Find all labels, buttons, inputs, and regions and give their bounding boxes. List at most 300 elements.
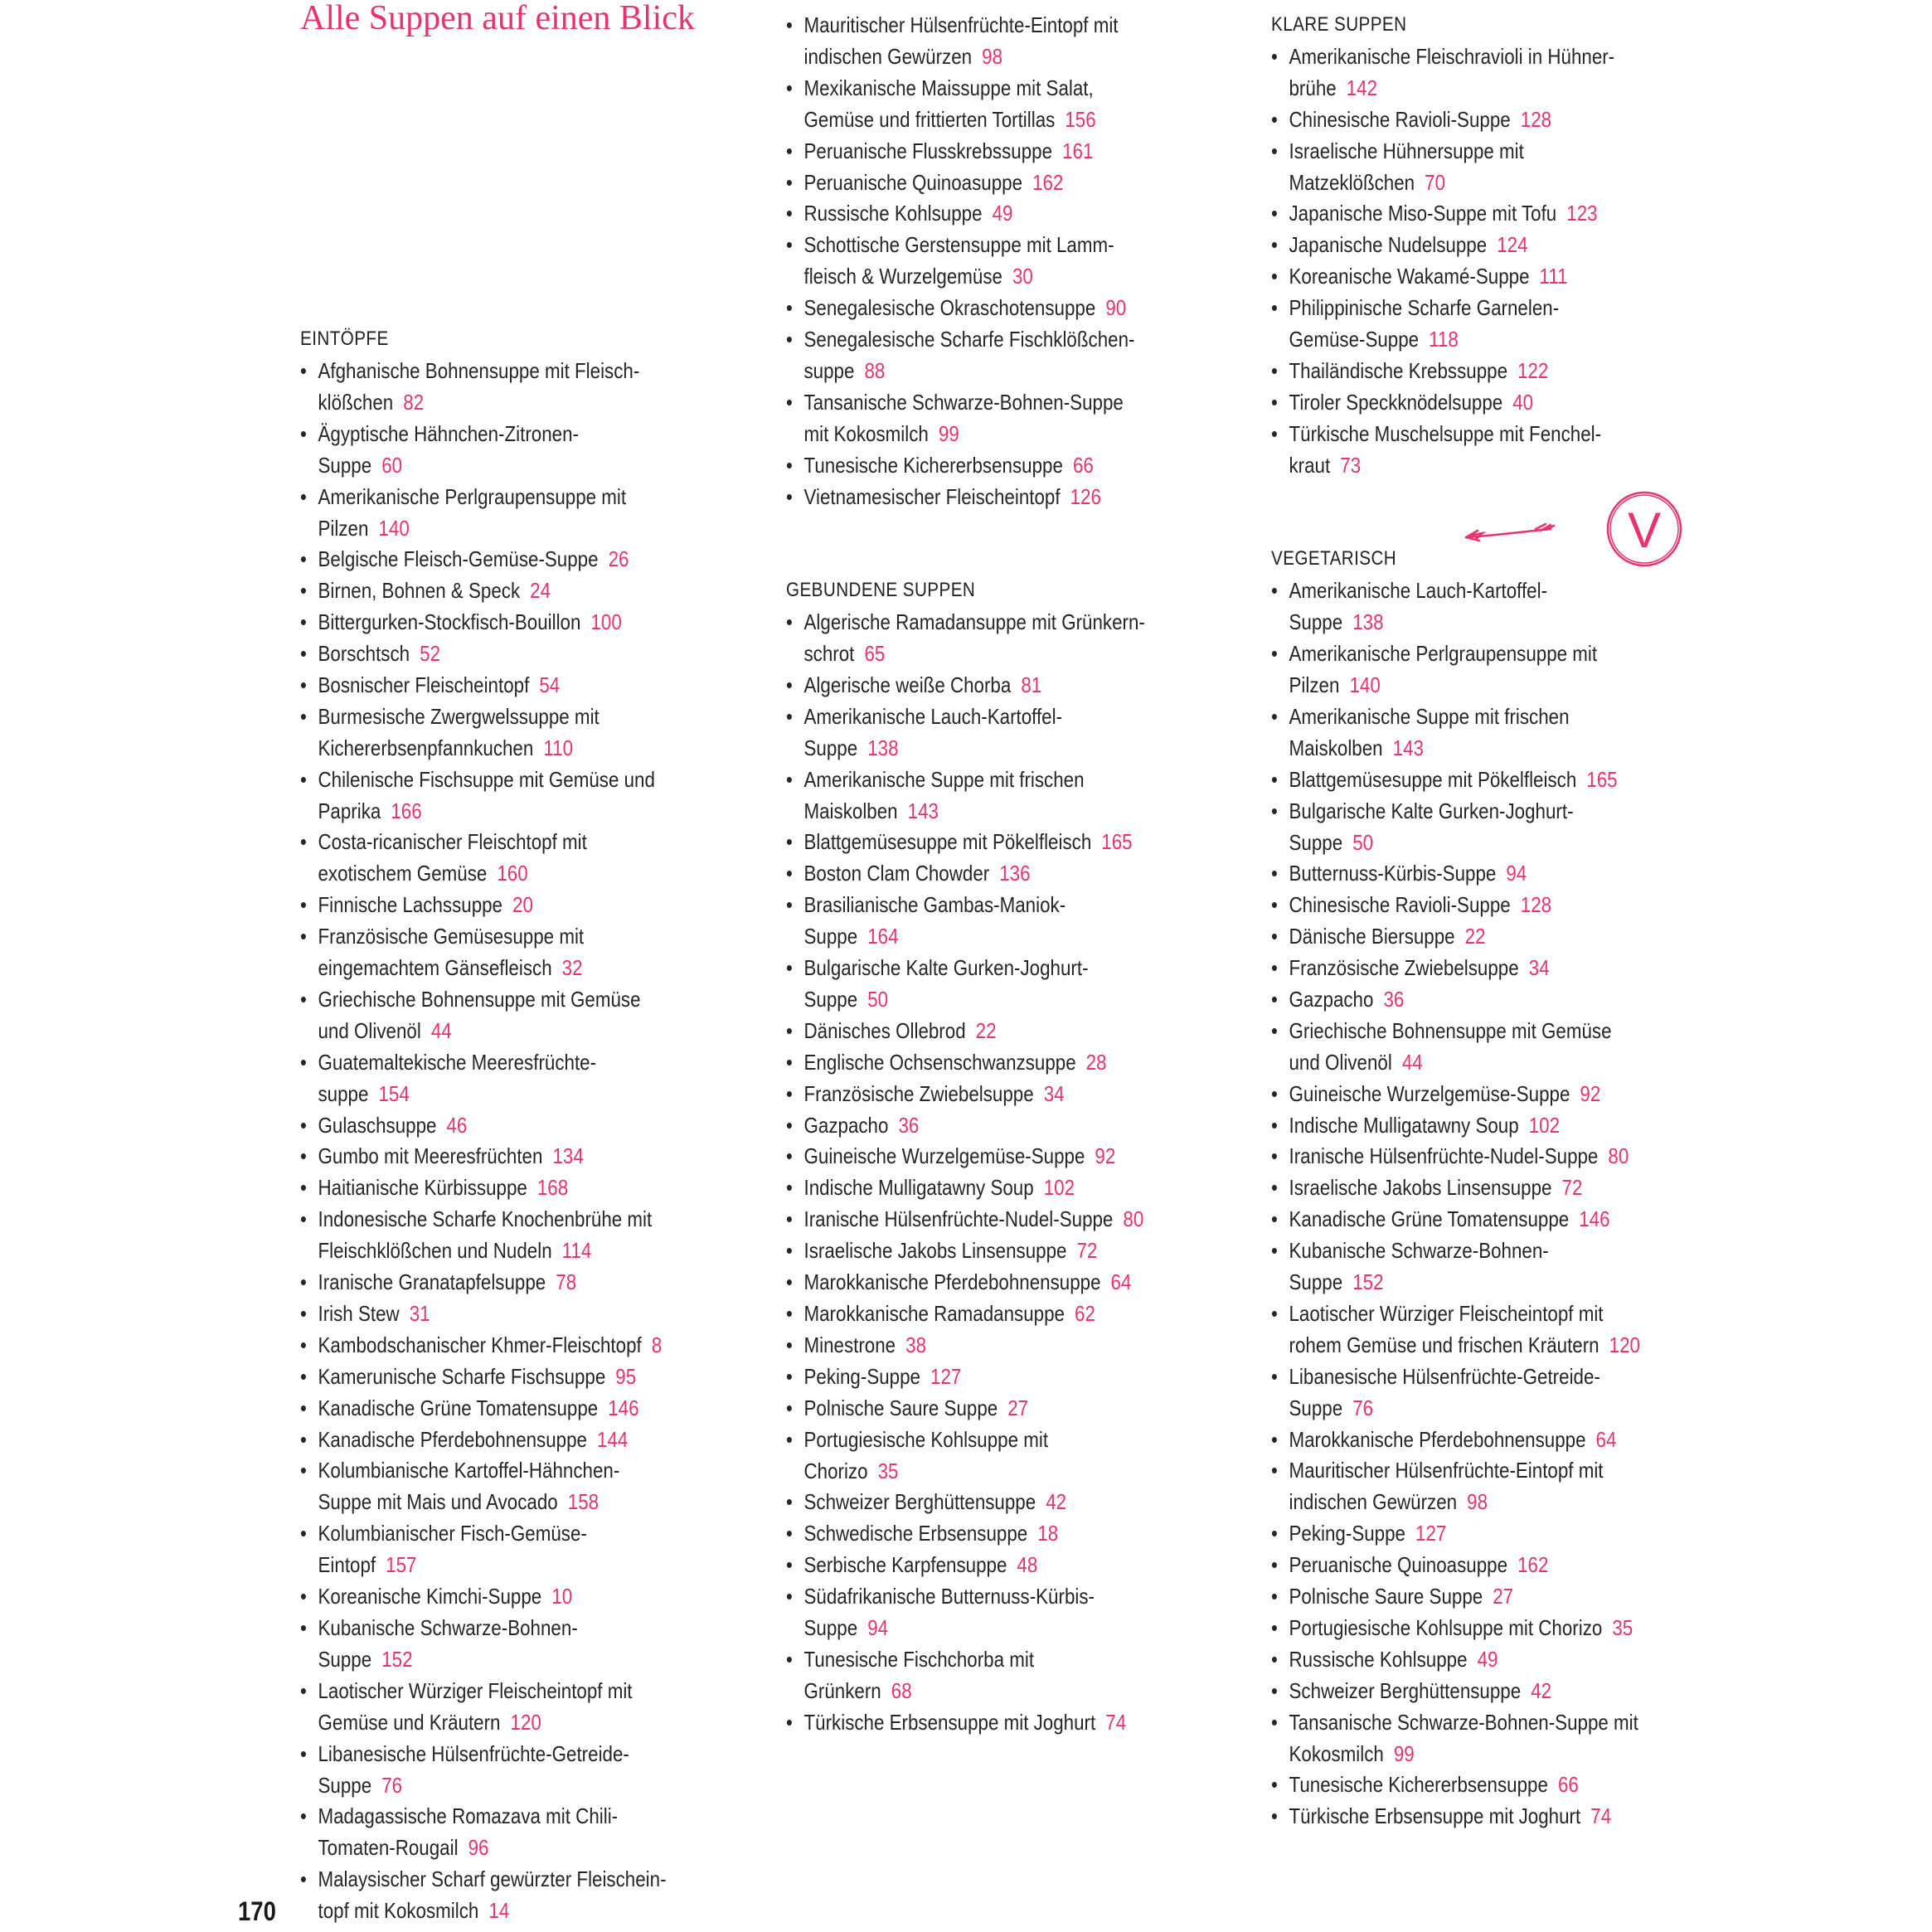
entry-title: Kanadische Grüne Tomatensuppe	[318, 1395, 599, 1420]
bullet-icon: •	[300, 1803, 307, 1829]
page-reference: 27	[1007, 1395, 1029, 1420]
page-reference: 127	[1415, 1521, 1447, 1546]
page-reference: 48	[1017, 1552, 1038, 1578]
bullet-icon: •	[300, 609, 307, 635]
index-entry	[300, 669, 671, 701]
page-reference: 35	[877, 1458, 899, 1483]
entry-title: Peruanische Quinoasuppe	[803, 169, 1023, 195]
entry-title: Marokkanische Pferdebohnensuppe	[803, 1269, 1101, 1294]
bullet-icon: •	[786, 327, 793, 352]
entry-title: Matzeklößchen	[1289, 169, 1415, 195]
entry-title: mit Kokosmilch	[803, 420, 929, 446]
page-reference: 73	[1340, 452, 1362, 478]
page-reference: 70	[1425, 169, 1446, 195]
page-reference: 38	[905, 1332, 927, 1357]
index-entry	[1271, 638, 1671, 701]
entry-title: Suppe	[1289, 829, 1343, 855]
entry-title: Amerikanische Fleischravioli in Hühner-	[1289, 43, 1615, 69]
page-reference: 165	[1101, 829, 1133, 855]
bullet-icon: •	[786, 452, 793, 478]
bullet-icon: •	[300, 1584, 307, 1609]
bullet-icon: •	[1271, 1300, 1278, 1326]
entry-title: Chinesische Ravioli-Suppe	[1289, 106, 1511, 132]
bullet-icon: •	[786, 1017, 793, 1043]
entry-title: Englische Ochsenschwanzsuppe	[803, 1049, 1076, 1075]
index-entry	[786, 857, 1171, 889]
entry-title: Senegalesische Okraschotensuppe	[803, 295, 1096, 321]
index-entry	[1271, 1549, 1671, 1580]
index-entry	[1271, 1078, 1671, 1109]
bullet-icon: •	[786, 232, 793, 258]
page-reference: 126	[1070, 483, 1101, 509]
entry-title: Suppe	[1289, 1395, 1343, 1420]
entry-title: Fleischklößchen und Nudeln	[318, 1238, 552, 1264]
entry-title: Russische Kohlsuppe	[803, 201, 983, 226]
entry-title: Irish Stew	[318, 1300, 400, 1326]
section-heading: EINTÖPFE	[300, 328, 389, 350]
entry-title: Griechische Bohnensuppe mit Gemüse	[1289, 1017, 1612, 1043]
entry-title: Boston Clam Chowder	[803, 861, 990, 886]
entry-title: Suppe	[318, 1646, 372, 1672]
page-reference: 72	[1561, 1175, 1583, 1201]
entry-title: Kichererbsenpfannkuchen	[318, 735, 534, 760]
bullet-icon: •	[786, 1112, 793, 1138]
index-entry	[786, 1235, 1171, 1266]
entry-title: Indische Mulligatawny Soup	[803, 1175, 1034, 1201]
bullet-icon: •	[786, 75, 793, 100]
index-entry	[786, 1266, 1171, 1298]
entry-title: Gazpacho	[803, 1112, 889, 1138]
page-reference: 94	[1506, 861, 1527, 886]
entry-title: Peking-Suppe	[1289, 1521, 1405, 1546]
index-entry	[300, 1612, 671, 1675]
index-entry	[300, 355, 671, 418]
entry-title: Afghanische Bohnensuppe mit Fleisch-	[318, 357, 640, 383]
entry-title: Haitianische Kürbissuppe	[318, 1175, 527, 1201]
page-reference: 123	[1566, 201, 1598, 226]
entry-title: Costa-ricanischer Fleischtopf mit	[318, 829, 587, 855]
index-entry	[1271, 292, 1671, 355]
index-entry	[300, 1580, 671, 1612]
bullet-icon: •	[786, 483, 793, 509]
bullet-icon: •	[1271, 924, 1278, 949]
entry-title: Peruanische Quinoasuppe	[1289, 1552, 1508, 1578]
entry-title: exotischem Gemüse	[318, 861, 488, 886]
index-entry	[786, 606, 1171, 669]
svg-text:V: V	[1627, 502, 1662, 558]
entry-title: Französische Gemüsesuppe mit	[318, 924, 585, 949]
index-entry	[786, 1172, 1171, 1203]
index-entry	[1271, 1454, 1671, 1517]
bullet-icon: •	[786, 1584, 793, 1609]
index-entry	[1271, 229, 1671, 260]
section-heading: GEBUNDENE SUPPEN	[786, 579, 976, 602]
page-reference: 20	[512, 892, 533, 918]
entry-title: Libanesische Hülsenfrüchte-Getreide-	[318, 1740, 629, 1766]
index-entry	[786, 1203, 1171, 1235]
entry-title: Suppe	[803, 924, 858, 949]
page-reference: 49	[992, 201, 1013, 226]
bullet-icon: •	[1271, 1238, 1278, 1264]
entry-title: Iranische Hülsenfrüchte-Nudel-Suppe	[1289, 1143, 1599, 1169]
bullet-icon: •	[786, 1552, 793, 1578]
page-reference: 68	[891, 1677, 912, 1703]
entry-title: Amerikanische Suppe mit frischen	[1289, 703, 1570, 729]
index-entry	[786, 135, 1171, 167]
bullet-icon: •	[300, 1175, 307, 1201]
entry-title: Portugiesische Kohlsuppe mit Chorizo	[1289, 1614, 1603, 1640]
entry-title: Suppe	[318, 452, 372, 478]
bullet-icon: •	[1271, 861, 1278, 886]
bullet-icon: •	[786, 955, 793, 980]
bullet-icon: •	[1271, 264, 1278, 289]
bullet-icon: •	[300, 1521, 307, 1546]
bullet-icon: •	[1271, 892, 1278, 918]
bullet-icon: •	[786, 12, 793, 37]
page-reference: 140	[1349, 672, 1381, 697]
bullet-icon: •	[1271, 201, 1278, 226]
bullet-icon: •	[300, 829, 307, 855]
index-entry	[1271, 1015, 1671, 1078]
page-reference: 49	[1477, 1646, 1498, 1672]
index-entry	[300, 1675, 671, 1738]
index-entry	[300, 1738, 671, 1801]
entry-title: Tunesische Kichererbsensuppe	[803, 452, 1063, 478]
page-reference: 162	[1032, 169, 1064, 195]
index-entry	[300, 1140, 671, 1172]
bullet-icon: •	[786, 169, 793, 195]
entry-title: Suppe mit Mais und Avocado	[318, 1489, 558, 1515]
page-title: Alle Suppen auf einen Blick	[300, 0, 695, 37]
entry-title: Grünkern	[803, 1677, 881, 1703]
index-entry	[300, 1172, 671, 1203]
bullet-icon: •	[786, 1709, 793, 1735]
bullet-icon: •	[786, 1143, 793, 1169]
page-reference: 72	[1076, 1238, 1098, 1264]
bullet-icon: •	[786, 1363, 793, 1389]
bullet-icon: •	[1271, 295, 1278, 321]
index-entry	[1271, 575, 1671, 638]
index-entry	[300, 1863, 671, 1926]
entry-title: Vietnamesischer Fleischeintopf	[803, 483, 1061, 509]
bullet-icon: •	[1271, 357, 1278, 383]
page-reference: 76	[381, 1772, 403, 1798]
entry-title: Blattgemüsesuppe mit Pökelfleisch	[1289, 766, 1577, 792]
entry-title: Türkische Erbsensuppe mit Joghurt	[1289, 1803, 1581, 1829]
page-reference: 128	[1520, 106, 1552, 132]
page-reference: 54	[539, 672, 561, 697]
index-entry	[300, 1361, 671, 1392]
page-reference: 164	[867, 924, 899, 949]
bullet-icon: •	[1271, 1426, 1278, 1452]
entry-title: Kolumbianischer Fisch-Gemüse-	[318, 1521, 587, 1546]
page-reference: 146	[1579, 1206, 1610, 1232]
page-reference: 10	[551, 1584, 573, 1609]
bullet-icon: •	[1271, 43, 1278, 69]
bullet-icon: •	[786, 1300, 793, 1326]
page-reference: 66	[1072, 452, 1094, 478]
page-reference: 92	[1095, 1143, 1116, 1169]
index-entry	[786, 229, 1171, 292]
page-reference: 36	[898, 1112, 920, 1138]
entry-title: Butternuss-Kürbis-Suppe	[1289, 861, 1497, 886]
bullet-icon: •	[786, 1080, 793, 1106]
entry-title: eingemachtem Gänsefleisch	[318, 955, 552, 981]
entry-title: Mauritischer Hülsenfrüchte-Eintopf mit	[803, 12, 1119, 37]
entry-title: Brasilianische Gambas-Maniok-	[803, 892, 1066, 918]
entry-title: Bittergurken-Stockfisch-Bouillon	[318, 609, 581, 635]
bullet-icon: •	[300, 1269, 307, 1294]
index-entry	[786, 1580, 1171, 1643]
index-entry	[786, 323, 1171, 386]
page-reference: 36	[1383, 986, 1405, 1012]
index-entry	[300, 1424, 671, 1455]
entry-title: Japanische Miso-Suppe mit Tofu	[1289, 201, 1557, 226]
index-entry	[300, 575, 671, 606]
page-reference: 152	[1352, 1269, 1384, 1295]
index-entry	[786, 1549, 1171, 1580]
index-entry	[1271, 1203, 1671, 1235]
entry-title: Suppe	[1289, 1269, 1343, 1295]
page-reference: 32	[561, 955, 583, 981]
index-entry	[300, 418, 671, 481]
entry-title: indischen Gewürzen	[1289, 1489, 1458, 1515]
page-reference: 22	[1464, 924, 1486, 949]
page-reference: 143	[907, 798, 939, 823]
entry-title: Peruanische Flusskrebssuppe	[803, 138, 1053, 163]
bullet-icon: •	[1271, 1709, 1278, 1735]
bullet-icon: •	[1271, 389, 1278, 415]
page-reference: 154	[378, 1080, 410, 1106]
page-reference: 98	[1467, 1489, 1488, 1515]
index-entry	[786, 1015, 1171, 1046]
page-reference: 64	[1110, 1269, 1132, 1294]
entry-title: Türkische Erbsensuppe mit Joghurt	[803, 1709, 1096, 1735]
bullet-icon: •	[1271, 1521, 1278, 1546]
index-entry	[786, 1643, 1171, 1706]
bullet-icon: •	[1271, 1175, 1278, 1201]
page-reference: 35	[1612, 1614, 1633, 1640]
bullet-icon: •	[1271, 703, 1278, 729]
index-entry	[1271, 355, 1671, 386]
entry-title: Südafrikanische Butternuss-Kürbis-	[803, 1584, 1095, 1609]
bullet-icon: •	[786, 201, 793, 226]
page-reference: 27	[1493, 1584, 1514, 1609]
entry-title: Russische Kohlsuppe	[1289, 1646, 1468, 1672]
entry-title: Griechische Bohnensuppe mit Gemüse	[318, 986, 641, 1012]
index-entry	[300, 983, 671, 1046]
bullet-icon: •	[786, 892, 793, 918]
index-entry	[1271, 1517, 1671, 1549]
entry-title: und Olivenöl	[318, 1017, 421, 1043]
page-reference: 28	[1085, 1049, 1107, 1075]
page-reference: 92	[1580, 1080, 1601, 1106]
entry-title: Algerische weiße Chorba	[803, 672, 1012, 697]
index-entry	[1271, 857, 1671, 889]
entry-title: Koreanische Kimchi-Suppe	[318, 1584, 542, 1609]
entry-title: Kanadische Grüne Tomatensuppe	[1289, 1206, 1570, 1232]
index-entry	[1271, 1706, 1671, 1769]
page-reference: 152	[381, 1646, 413, 1672]
entry-title: Polnische Saure Suppe	[1289, 1584, 1483, 1609]
index-entry	[300, 1454, 671, 1517]
index-entry	[300, 701, 671, 764]
bullet-icon: •	[1271, 1584, 1278, 1609]
bullet-icon: •	[1271, 1552, 1278, 1578]
entry-title: Libanesische Hülsenfrüchte-Getreide-	[1289, 1363, 1600, 1389]
page-reference: 18	[1037, 1521, 1059, 1546]
entry-title: Israelische Jakobs Linsensuppe	[803, 1238, 1067, 1264]
bullet-icon: •	[1271, 1112, 1278, 1138]
entry-title: Gemüse und frittierten Tortillas	[803, 106, 1056, 132]
page-reference: 156	[1065, 106, 1096, 132]
entry-title: Guineische Wurzelgemüse-Suppe	[803, 1143, 1085, 1169]
index-entry	[786, 701, 1171, 764]
page-reference: 90	[1105, 295, 1127, 321]
bullet-icon: •	[300, 1206, 307, 1232]
page-reference: 98	[982, 44, 1003, 69]
page-reference: 120	[510, 1709, 541, 1735]
entry-title: Tansanische Schwarze-Bohnen-Suppe mit	[1289, 1709, 1638, 1735]
index-entry	[786, 1046, 1171, 1078]
page-reference: 94	[867, 1615, 889, 1640]
page-reference: 99	[938, 420, 959, 446]
page-reference: 50	[1352, 829, 1374, 855]
page-reference: 80	[1608, 1143, 1629, 1169]
bullet-icon: •	[300, 1049, 307, 1075]
bullet-icon: •	[786, 703, 793, 729]
index-entry	[786, 889, 1171, 952]
bullet-icon: •	[1271, 578, 1278, 604]
entry-title: Finnische Lachssuppe	[318, 892, 502, 918]
entry-title: klößchen	[318, 389, 394, 415]
index-entry	[786, 481, 1171, 512]
index-entry	[786, 669, 1171, 701]
page-reference: 60	[381, 452, 403, 478]
index-entry	[300, 889, 671, 920]
entry-title: Blattgemüsesuppe mit Pökelfleisch	[803, 829, 1092, 855]
bullet-icon: •	[300, 1740, 307, 1766]
index-entry	[786, 1298, 1171, 1329]
index-entry	[1271, 104, 1671, 135]
index-entry	[1271, 386, 1671, 418]
index-entry	[1271, 1424, 1671, 1455]
page-reference: 100	[590, 609, 622, 635]
bullet-icon: •	[786, 766, 793, 792]
bullet-icon: •	[300, 892, 307, 918]
entry-title: Kambodschanischer Khmer-Fleischtopf	[318, 1332, 642, 1357]
index-entry	[786, 1329, 1171, 1361]
bullet-icon: •	[300, 986, 307, 1012]
entry-title: Bulgarische Kalte Gurken-Joghurt-	[803, 955, 1089, 980]
bullet-icon: •	[1271, 1080, 1278, 1106]
index-entry	[1271, 1298, 1671, 1361]
page-reference: 146	[608, 1395, 639, 1420]
index-entry	[300, 1298, 671, 1329]
entry-title: Marokkanische Pferdebohnensuppe	[1289, 1426, 1586, 1452]
entry-title: und Olivenöl	[1289, 1049, 1392, 1075]
entry-title: kraut	[1289, 452, 1331, 478]
bullet-icon: •	[300, 766, 307, 792]
page-reference: 88	[864, 358, 886, 383]
page-reference: 22	[975, 1017, 997, 1043]
index-entry	[300, 1800, 671, 1863]
entry-title: Pilzen	[318, 515, 369, 541]
bullet-icon: •	[1271, 986, 1278, 1012]
page-reference: 143	[1392, 735, 1424, 760]
entry-title: Bosnischer Fleischeintopf	[318, 672, 530, 697]
bullet-icon: •	[1271, 1363, 1278, 1389]
page-reference: 161	[1062, 138, 1094, 163]
bullet-icon: •	[1271, 1458, 1278, 1483]
entry-title: Birnen, Bohnen & Speck	[318, 578, 521, 604]
entry-title: Algerische Ramadansuppe mit Grünkern-	[803, 609, 1145, 635]
index-entry	[786, 1109, 1171, 1141]
page-reference: 81	[1021, 672, 1042, 697]
entry-title: Maiskolben	[1289, 735, 1383, 760]
bullet-icon: •	[1271, 766, 1278, 792]
entry-title: Japanische Nudelsuppe	[1289, 232, 1488, 258]
page-reference: 78	[556, 1269, 577, 1294]
entry-title: Kokosmilch	[1289, 1740, 1384, 1766]
entry-title: Suppe	[803, 987, 858, 1012]
vegetarian-v-stamp-icon	[1459, 488, 1687, 579]
entry-title: Belgische Fleisch-Gemüse-Suppe	[318, 546, 599, 572]
index-entry	[1271, 701, 1671, 764]
bullet-icon: •	[1271, 1143, 1278, 1169]
index-entry	[1271, 1109, 1671, 1141]
index-entry	[300, 1266, 671, 1298]
entry-title: Französische Zwiebelsuppe	[1289, 955, 1519, 980]
index-entry	[786, 9, 1171, 72]
page-reference: 102	[1043, 1175, 1075, 1201]
page-reference: 99	[1393, 1740, 1415, 1766]
bullet-icon: •	[786, 1206, 793, 1232]
page-reference: 166	[391, 798, 422, 823]
bullet-icon: •	[300, 641, 307, 666]
page-reference: 165	[1586, 766, 1618, 792]
page-reference: 124	[1497, 232, 1528, 258]
entry-title: Laotischer Würziger Fleischeintopf mit	[318, 1677, 633, 1703]
index-entry	[300, 920, 671, 983]
page-reference: 80	[1123, 1206, 1144, 1232]
page-reference: 44	[430, 1017, 452, 1043]
entry-title: Paprika	[318, 798, 381, 823]
entry-title: Amerikanische Suppe mit frischen	[803, 766, 1085, 792]
index-entry	[1271, 920, 1671, 952]
entry-title: Kubanische Schwarze-Bohnen-	[318, 1614, 578, 1640]
index-entry	[300, 1109, 671, 1141]
entry-title: Iranische Hülsenfrüchte-Nudel-Suppe	[803, 1206, 1114, 1232]
entry-title: Maiskolben	[803, 798, 898, 823]
entry-title: indischen Gewürzen	[803, 44, 973, 69]
entry-title: Gazpacho	[1289, 986, 1374, 1012]
entry-title: Burmesische Zwergwelssuppe mit	[318, 703, 600, 729]
index-entry	[1271, 952, 1671, 983]
section-heading: KLARE SUPPEN	[1271, 13, 1407, 36]
page-reference: 30	[1012, 264, 1033, 289]
page-reference: 127	[930, 1363, 962, 1389]
bullet-icon: •	[1271, 106, 1278, 132]
entry-title: Kanadische Pferdebohnensuppe	[318, 1426, 587, 1452]
index-entry	[786, 449, 1171, 481]
page-reference: 52	[420, 641, 441, 666]
page-reference: 162	[1517, 1552, 1549, 1578]
entry-title: Philippinische Scharfe Garnelen-	[1289, 295, 1560, 321]
page-reference: 82	[403, 389, 425, 415]
index-entry	[1271, 1675, 1671, 1706]
index-entry	[786, 1486, 1171, 1517]
